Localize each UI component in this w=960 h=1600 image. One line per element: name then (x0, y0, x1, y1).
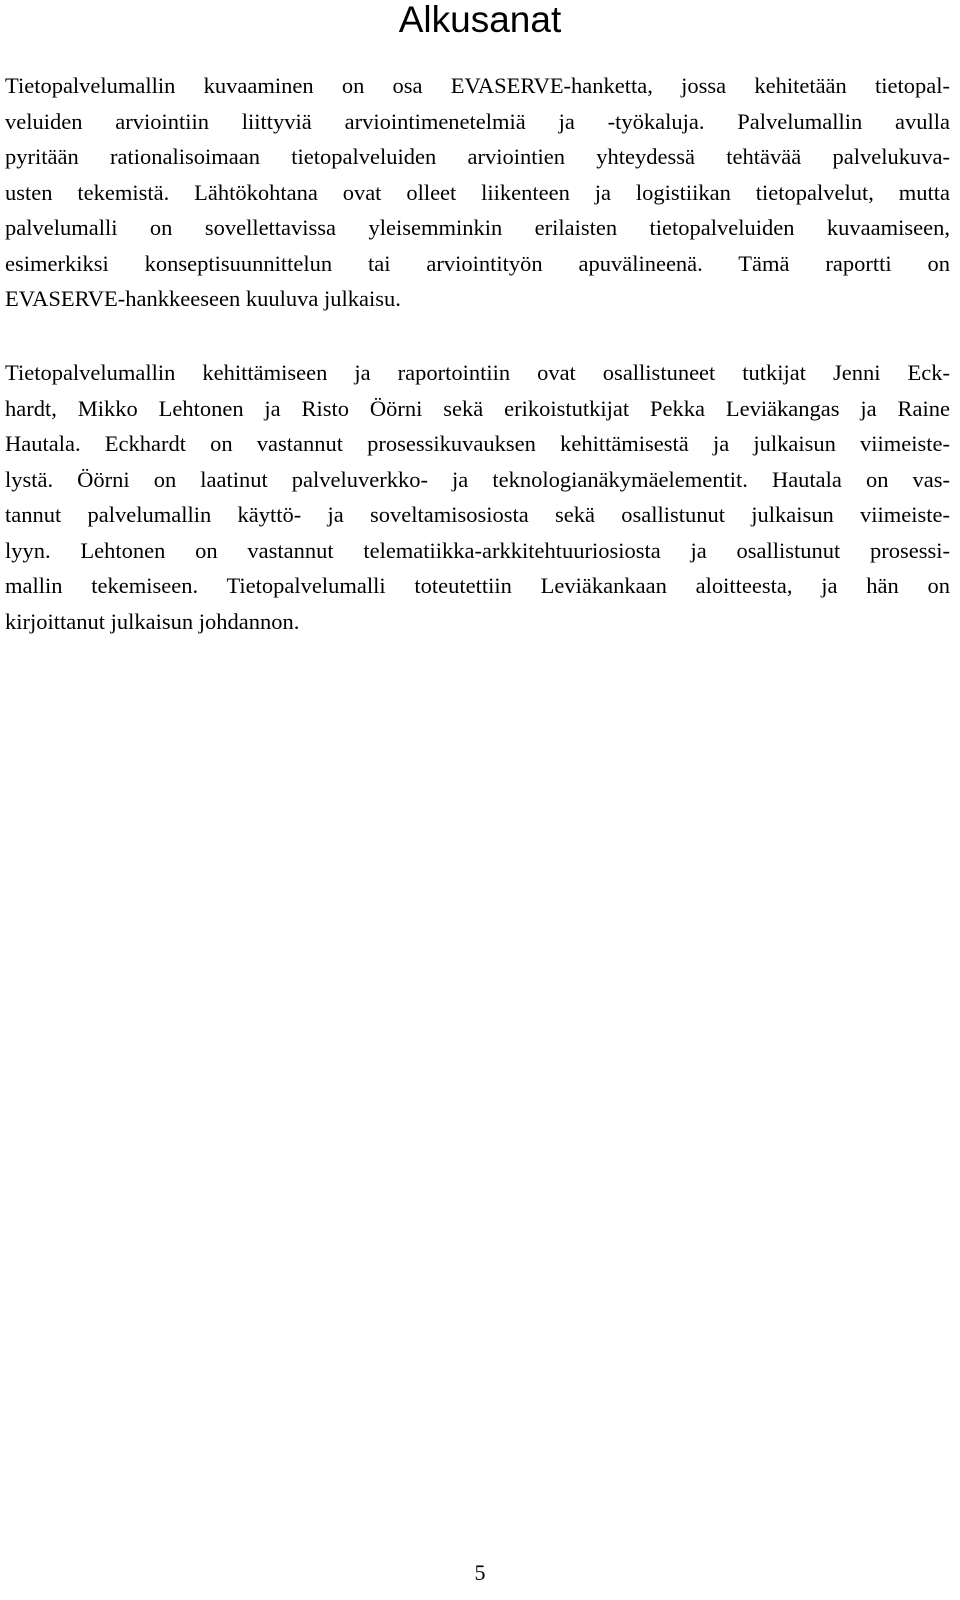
paragraph-line: pyritään rationalisoimaan tietopalveluiden arviointien yhteydessä tehtävää palvelukuva- (5, 144, 950, 169)
paragraph-line: lyyn. Lehtonen on vastannut telematiikka-arkkitehtuuriosiosta ja osallistunut prosessi- (5, 537, 950, 563)
paragraph-line: palvelumalli on sovellettavissa yleisemminkin erilaisten tietopalveluiden kuvaamiseen, (5, 215, 950, 240)
page-title: Alkusanat (398, 0, 562, 40)
paragraph-line: tannut palvelumallin käyttö- ja soveltamisosiosta sekä osallistunut julkaisun viimeiste- (5, 502, 950, 527)
paragraph-line: Tietopalvelumallin kehittämiseen ja raportointiin ovat osallistuneet tutkijat Jenni Eck- (5, 360, 950, 385)
paragraph-line: usten tekemistä. Lähtökohtana ovat olleet liikenteen ja logistiikan tietopalvelut, mutta (5, 179, 950, 205)
paragraph-line: esimerkiksi konseptisuunnittelun tai arviointityön apuvälineenä. Tämä raportti on (5, 250, 950, 276)
paragraph-line: Hautala. Eckhardt on vastannut prosessikuvauksen kehittämisestä ja julkaisun viimeiste- (5, 431, 950, 456)
page-number: 5 (474, 1560, 486, 1585)
paragraph-line: veluiden arviointiin liittyviä arviointimenetelmiä ja -työkaluja. Palvelumallin avulla (5, 108, 950, 134)
paragraph-line: lystä. Öörni on laatinut palveluverkko- ja teknologianäkymäelementit. Hautala on vas- (5, 466, 950, 492)
paragraph-line: mallin tekemiseen. Tietopalvelumalli toteutettiin Leviäkankaan aloitteesta, ja hän on (5, 573, 950, 598)
paragraph-line: EVASERVE-hankkeeseen kuuluva julkaisu. (5, 286, 401, 311)
paragraph-line: hardt, Mikko Lehtonen ja Risto Öörni sekä erikoistutkijat Pekka Leviäkangas ja Raine (5, 395, 950, 421)
paragraph-1 (5, 68, 950, 317)
paragraph-2 (5, 355, 950, 639)
paragraph-line: kirjoittanut julkaisun johdannon. (5, 608, 300, 634)
paragraph-line: Tietopalvelumallin kuvaaminen on osa EVASERVE-hanketta, jossa kehitetään tietopal- (5, 73, 950, 98)
